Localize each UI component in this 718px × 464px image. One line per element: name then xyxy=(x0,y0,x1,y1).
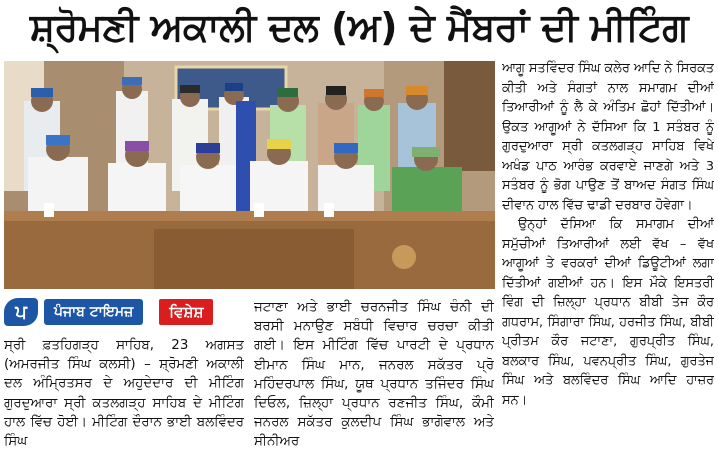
special-tag: ਵਿਸ਼ੇਸ਼ xyxy=(159,299,213,325)
article-paragraph: ਜਟਾਣਾ ਅਤੇ ਭਾਈ ਚਰਨਜੀਤ ਸਿੰਘ ਚੰਨੀ ਦੀ ਬਰਸੀ ਮਨਾਉਣ ਸਬੰਧੀ ਵਿਚਾਰ ਚਰਚਾ ਕੀਤੀ ਗਈ। ਇਸ ਮੀਟਿੰਗ ਵਿੱਚ ਪਾਰਟੀ ਦੇ ਪ੍ਰਧਾਨ ਈਮਾਨ ਸਿੰਘ ਮਾਨ, ਜਨਰਲ ਸਕੱਤਰ ਪ੍ਰੋ ਮਹਿੰਦਰਪਾਲ ਸਿੰਘ, ਯੂਥ ਪ੍ਰਧਾਨ ਤਜਿੰਦਰ ਸਿੰਘ ਦਿਓਲ, ਜ਼ਿਲ੍ਹਾ ਪ੍ਰਧਾਨ ਰਣਜੀਤ ਸਿੰਘ, ਕੌਮੀ ਜਨਰਲ ਸਕੱਤਰ ਕੁਲਦੀਪ ਸਿੰਘ ਭਾਗੋਵਾਲ ਅਤੇ ਸੀਨੀਅਰ xyxy=(254,300,494,450)
brand-logo-icon: ਪ xyxy=(4,298,38,326)
meeting-photo-illustration xyxy=(4,61,495,289)
article-paragraph: ਸ੍ਰੀ ਫ਼ਤਹਿਗੜ੍ਹ ਸਾਹਿਬ, 23 ਅਗਸਤ (ਅਮਰਜੀਤ ਸਿੰਘ ਕਲਸੀ) – ਸ਼੍ਰੋਮਣੀ ਅਕਾਲੀ ਦਲ ਅੰਮ੍ਰਿਤਸਰ ਦੇ ਅਹੁਦੇਦਾਰ ਦੀ ਮੀਟਿੰਗ ਗੁਰਦੁਆਰਾ ਸ੍ਰੀ ਕਤਲਗੜ੍ਹ ਸਾਹਿਬ ਦੇ ਮੀਟਿੰਗ ਹਾਲ ਵਿੱਚ ਹੋਈ। ਮੀਟਿੰਗ ਦੌਰਾਨ ਭਾਈ ਬਲਵਿੰਦਰ ਸਿੰਘ xyxy=(4,338,244,450)
article-column-3 xyxy=(502,59,714,462)
brand-name: ਪੰਜਾਬ ਟਾਇਮਜ਼ xyxy=(44,299,143,325)
article-paragraph: ਆਗੂ ਸਤਵਿੰਦਰ ਸਿੰਘ ਕਲੇਰ ਆਦਿ ਨੇ ਸਿਰਕਤ ਕੀਤੀ ਅਤੇ ਸੰਗਤਾਂ ਨਾਲ ਸਮਾਗਮ ਦੀਆਂ ਤਿਆਰੀਆਂ ਨੂੰ ਲੈ ਕੇ ਅੰਤਿਮ ਛੋਹਾਂ ਦਿੱਤੀਆਂ। ਉਕਤ ਆਗੂਆਂ ਨੇ ਦੱਸਿਆ ਕਿ 1 ਸਤੰਬਰ ਨੂੰ ਗੁਰਦੁਆਰਾ ਸ੍ਰੀ ਕਤਲਗੜ੍ਹ ਸਾਹਿਬ ਵਿਖੇ ਅਖੰਡ ਪਾਠ ਆਰੰਭ ਕਰਵਾਏ ਜਾਣਗੇ ਅਤੇ 3 ਸਤੰਬਰ ਨੂੰ ਭੋਗ ਪਾਉਣ ਤੋਂ ਬਾਅਦ ਸੰਗਤ ਸਿੰਘ ਦੀਵਾਨ ਹਾਲ ਵਿੱਚ ਢਾਡੀ ਦਰਬਾਰ ਹੋਵੇਗਾ। xyxy=(502,61,714,213)
article-column-1 xyxy=(4,336,244,462)
masthead xyxy=(4,296,248,328)
meeting-photo xyxy=(4,61,495,289)
article-paragraph: ਉਨ੍ਹਾਂ ਦੱਸਿਆ ਕਿ ਸਮਾਗਮ ਦੀਆਂ ਸਮੁੱਚੀਆਂ ਤਿਆਰੀਆਂ ਲਈ ਵੱਖ – ਵੱਖ ਆਗੂਆਂ ਤੇ ਵਰਕਰਾਂ ਦੀਆਂ ਡਿਊਟੀਆਂ ਲਗਾ ਦਿੱਤੀਆਂ ਗਈਆਂ ਹਨ। ਇਸ ਮੌਕੇ ਇਸਤਰੀ ਵਿੰਗ ਦੀ ਜ਼ਿਲ੍ਹਾ ਪ੍ਰਧਾਨ ਬੀਬੀ ਤੇਜ ਕੌਰ ਗਧਰਾਮ, ਸਿੰਗਾਰਾ ਸਿੰਘ, ਹਰਜੀਤ ਸਿੰਘ, ਬੀਬੀ ਪ੍ਰੀਤਮ ਕੌਰ ਜਟਾਣਾ, ਗੁਰਪ੍ਰੀਤ ਸਿੰਘ, ਬਲਕਾਰ ਸਿੰਘ, ਪਵਨਪ੍ਰੀਤ ਸਿੰਘ, ਗੁਰਤੇਜ ਸਿੰਘ ਅਤੇ ਬਲਵਿੰਦਰ ਸਿੰਘ ਆਦਿ ਹਾਜ਼ਰ ਸਨ। xyxy=(502,217,714,408)
headline: ਸ਼੍ਰੋਮਣੀ ਅਕਾਲੀ ਦਲ (ਅ) ਦੇ ਮੈਂਬਰਾਂ ਦੀ ਮੀਟਿੰਗ xyxy=(29,5,689,49)
article-column-2 xyxy=(254,298,494,462)
